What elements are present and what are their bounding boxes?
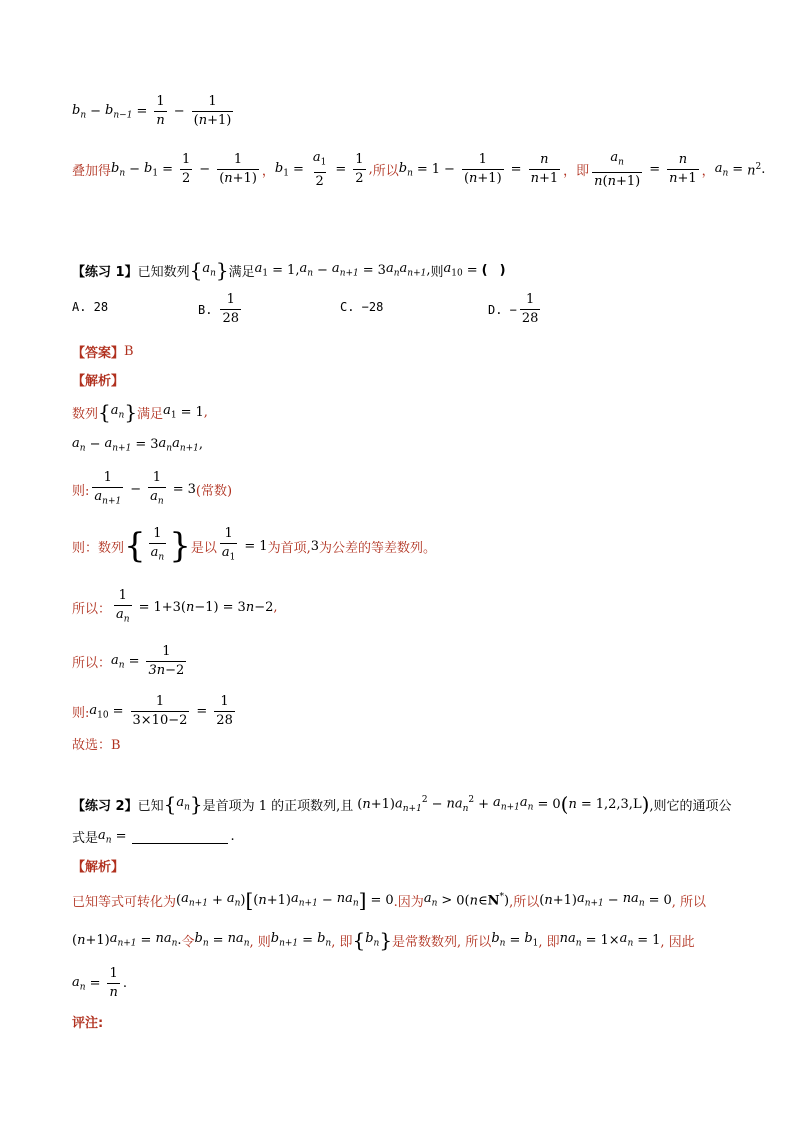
common-difference: 3 (310, 538, 319, 554)
ie-label: 即 (576, 164, 590, 180)
so-label: 所以 (372, 164, 399, 180)
exercise-2-prompt-line-1: 【练习 2】 已知 { $a_n$ } 是首项为 1 的正项数列,且 (n+1) $a_{n+1}^2$ − $na_n^2$ + $a_{n+1}a_n$ = 0 ( n = 1,2,3,L ) ,则它的通项公 (72, 792, 732, 816)
analysis-2-line-1: 已知等式可转化为 ( $a_{n+1}$ + $a_n$ ) [ (n+1) $a_{n+1}$ − $na_n$ ] = 0 .因为 $a_n$ > 0(n∈N*) ,所以 (n+1) $a_{n+1}$ − $na_n$ = 0 , 所以 (72, 888, 707, 912)
comment-line (72, 1012, 103, 1031)
exercise-1-text-a: 已知数列 (137, 264, 190, 280)
formula-bn-difference: $b_n$ − $b_{n-1}$ = $\frac{1}{n}$ − $\frac{1}{(n+1)}$ (72, 94, 232, 128)
analysis-2-line-3: $a_n$ = $\frac{1}{n}$ . (72, 966, 127, 1000)
comma: ， (701, 164, 715, 180)
telescoping-result-line: 叠加得 $b_n$ − $b_1$ = $\frac{1}{2}$ − $\frac{1}{(n+1)}$ ， $b_1$ = $\frac{a_1}{2}$ = $\frac{1}{2}$ , 所以 $b_n$ = 1 − $\frac{1}{(n+1)}$ = $\frac{n}{n+1}$ ， 即 $\frac{a_n}{n(n+1)}$ = $\frac{n}{n+1}$ ， $a_n$ = $n^2$ . (72, 150, 766, 189)
comma: ， (563, 164, 577, 180)
analysis-1-line-2: $a_n$ − $a_{n+1}$ = 3 $a_na_{n+1}$ , (72, 436, 204, 454)
exercise-1-text-c: 则 (430, 264, 444, 280)
analysis-heading-1: 【解析】 (72, 374, 125, 389)
analysis-1-line-6: 所以： $a_n$ = $\frac{1}{3n-2}$ (72, 644, 185, 678)
analysis-1-line-1: 数列 { $a_n$ } 满足 $a_1$ = 1 , (72, 400, 208, 424)
choose-line: 故选：B (72, 738, 121, 753)
analysis-1-line-3: 则: $\frac{1}{a_{n+1}}$ − $\frac{1}{a_n}$ = 3 (常数) (72, 470, 232, 510)
option-b: B. $\frac{1}{28}$ (198, 292, 239, 326)
period: . (761, 162, 766, 178)
exercise-2-prompt-line-2: 式是 $a_n$ = . (72, 827, 235, 846)
exercise-1-prompt: 【练习 1】 已知数列 { $a_n$ } 满足 $a_1$ = 1, $a_n$ − $a_{n+1}$ = 3 $a_na_{n+1}$ , 则 $a_{10}$ = ( ) (72, 258, 506, 282)
answer-tag: 【答案】 (72, 346, 125, 361)
answer-value: B (124, 344, 134, 359)
telescoping-label: 叠加得 (72, 164, 112, 180)
exercise-1-text-b: 满足 (228, 264, 255, 280)
analysis-1-line-5: 所以： $\frac{1}{a_n}$ = 1+3(n−1) = 3n−2 , (72, 588, 278, 628)
analysis-heading-2: 【解析】 (72, 860, 125, 875)
comma: ， (261, 164, 275, 180)
exercise-2-tag: 【练习 2】 (72, 798, 138, 814)
analysis-1-line-7: 则: $a_{10}$ = $\frac{1}{3\times 10-2}$ = $\frac{1}{28}$ (72, 694, 233, 728)
analysis-2-line-2: (n+1) $a_{n+1}$ = $na_n$ . 令 $b_n$ = $na_n$ , 则 $b_{n+1}$ = $b_n$ , 即 { $b_n$ } 是常数数列, 所以 $b_n$ = $b_1$ , 即 $na_n$ = 1× $a_n$ = 1 , 因此 (72, 928, 695, 952)
comment-label: 评注: (72, 1016, 104, 1031)
exercise-1-tag: 【练习 1】 (72, 264, 138, 280)
analysis-1-line-4: 则：数列 { $\frac{1}{a_n}$ } 是以 $\frac{1}{a_1}$ = 1 为首项, 3 为公差的等差数列。 (72, 526, 436, 566)
option-c: C. −28 (340, 300, 384, 314)
option-a: A. 28 (72, 300, 109, 314)
option-d: D. − $\frac{1}{28}$ (488, 292, 539, 326)
answer-line (72, 342, 134, 361)
answer-blank[interactable] (132, 829, 228, 844)
constant-note: (常数) (195, 484, 233, 500)
